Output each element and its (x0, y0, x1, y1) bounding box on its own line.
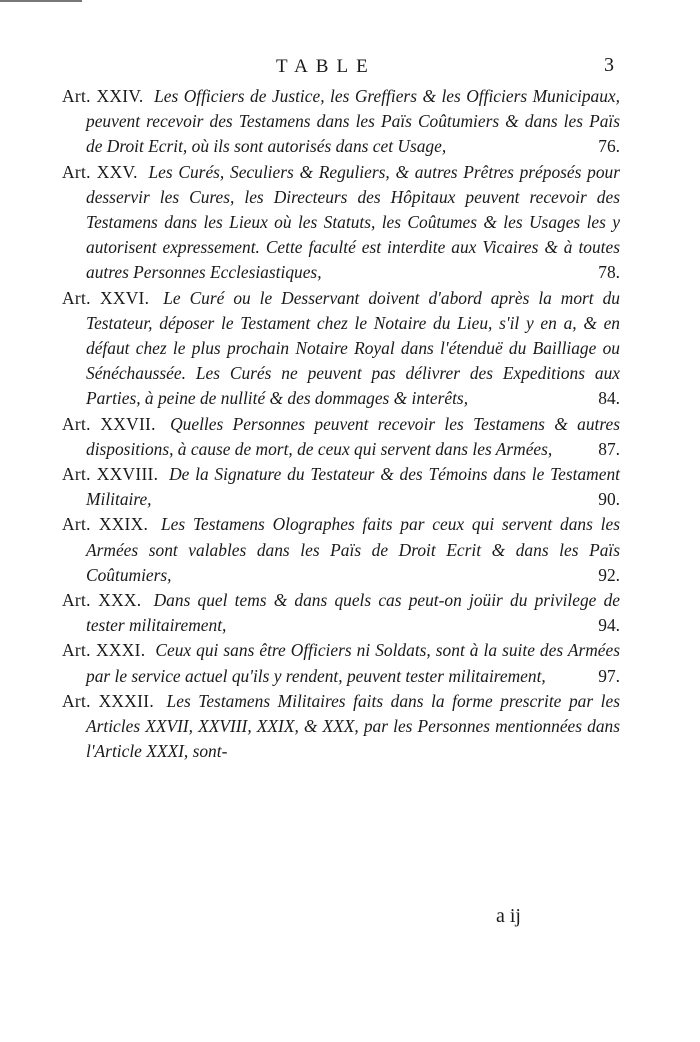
article-label: Art. XXIV. (62, 86, 144, 106)
toc-entry (62, 462, 620, 512)
toc-entry (62, 512, 620, 588)
signature-mark: a ij (496, 905, 521, 927)
article-text: De la Signature du Testateur & des Témoins dans le Testament Militaire, (86, 464, 620, 510)
article-page: 76. (598, 136, 620, 157)
article-label: Art. XXIX. (62, 514, 149, 535)
article-text: Dans quel tems & dans quels cas peut-on joüir du privilege de tester militairement, (86, 590, 620, 636)
article-text: Les Testamens Militaires faits dans la forme prescrite par les Articles XXVII, XXVIII, XXIX, & XXX, par les Personnes mentionnées dans l'Article XXXI, sont- (86, 690, 620, 762)
article-text: Les Testamens Olographes faits par ceux qui servent dans les Armées sont valables dans les Païs de Droit Ecrit & dans les Païs Coûtumiers, (86, 514, 620, 585)
article-page: 78. (598, 262, 620, 283)
running-title: TABLE (276, 56, 376, 77)
article-text: Les Curés, Seculiers & Reguliers, & autres Prêtres préposés pour desservir les Cures, les Directeurs des Hôpitaux peuvent recevoir des Testamens dans les Lieux où les Statuts, les Coûtumes & les Usages les y autorisent expressement. Cette faculté est interdite aux Vicaires & à toutes autres Personnes Ecclesiastiques, (86, 161, 620, 283)
toc-entry (62, 638, 620, 688)
article-text: Les Officiers de Justice, les Greffiers & les Officiers Municipaux, peuvent recevoir des Testamens dans les Païs Coûtumiers & dans les Païs de Droit Ecrit, où ils sont autorisés dans cet Usage, (86, 86, 620, 157)
article-text: Le Curé ou le Desservant doivent d'abord après la mort du Testateur, déposer le Testament chez le Notaire du Lieu, s'il y en a, & en défaut chez le plus prochain Notaire Royal dans l'étenduë du Bailliage ou Sénéchaussée. Les Curés ne peuvent pas délivrer des Expeditions aux Parties, à peine de nullité & des dommages & interêts, (86, 287, 620, 409)
table-of-contents (62, 84, 620, 764)
article-page: 94. (598, 615, 620, 636)
article-page: 84. (598, 388, 620, 409)
article-text: Quelles Personnes peuvent recevoir les Testamens & autres dispositions, à cause de mort, de ceux qui servent dans les Armées, (86, 413, 620, 459)
article-text: Ceux qui sans être Officiers ni Soldats, sont à la suite des Armées par le service actuel qu'ils y rendent, peuvent tester militairement, (86, 640, 620, 686)
article-page: 87. (598, 438, 620, 459)
article-label: Art. XXVI. (62, 287, 150, 308)
article-label: Art. XXX. (62, 590, 142, 611)
article-label: Art. XXVII. (62, 413, 156, 434)
toc-entry (62, 286, 620, 412)
toc-entry (62, 84, 620, 160)
page-number: 3 (604, 54, 614, 76)
article-label: Art. XXVIII. (62, 464, 159, 485)
article-label: Art. XXXII. (62, 690, 154, 711)
toc-entry (62, 689, 620, 765)
toc-entry (62, 412, 620, 462)
article-page: 92. (598, 564, 620, 585)
article-label: Art. XXXI. (62, 640, 146, 661)
article-page: 97. (598, 665, 620, 686)
toc-entry (62, 588, 620, 638)
top-edge-rule (0, 0, 82, 2)
article-page: 90. (598, 489, 620, 510)
toc-entry (62, 160, 620, 286)
article-label: Art. XXV. (62, 161, 138, 182)
